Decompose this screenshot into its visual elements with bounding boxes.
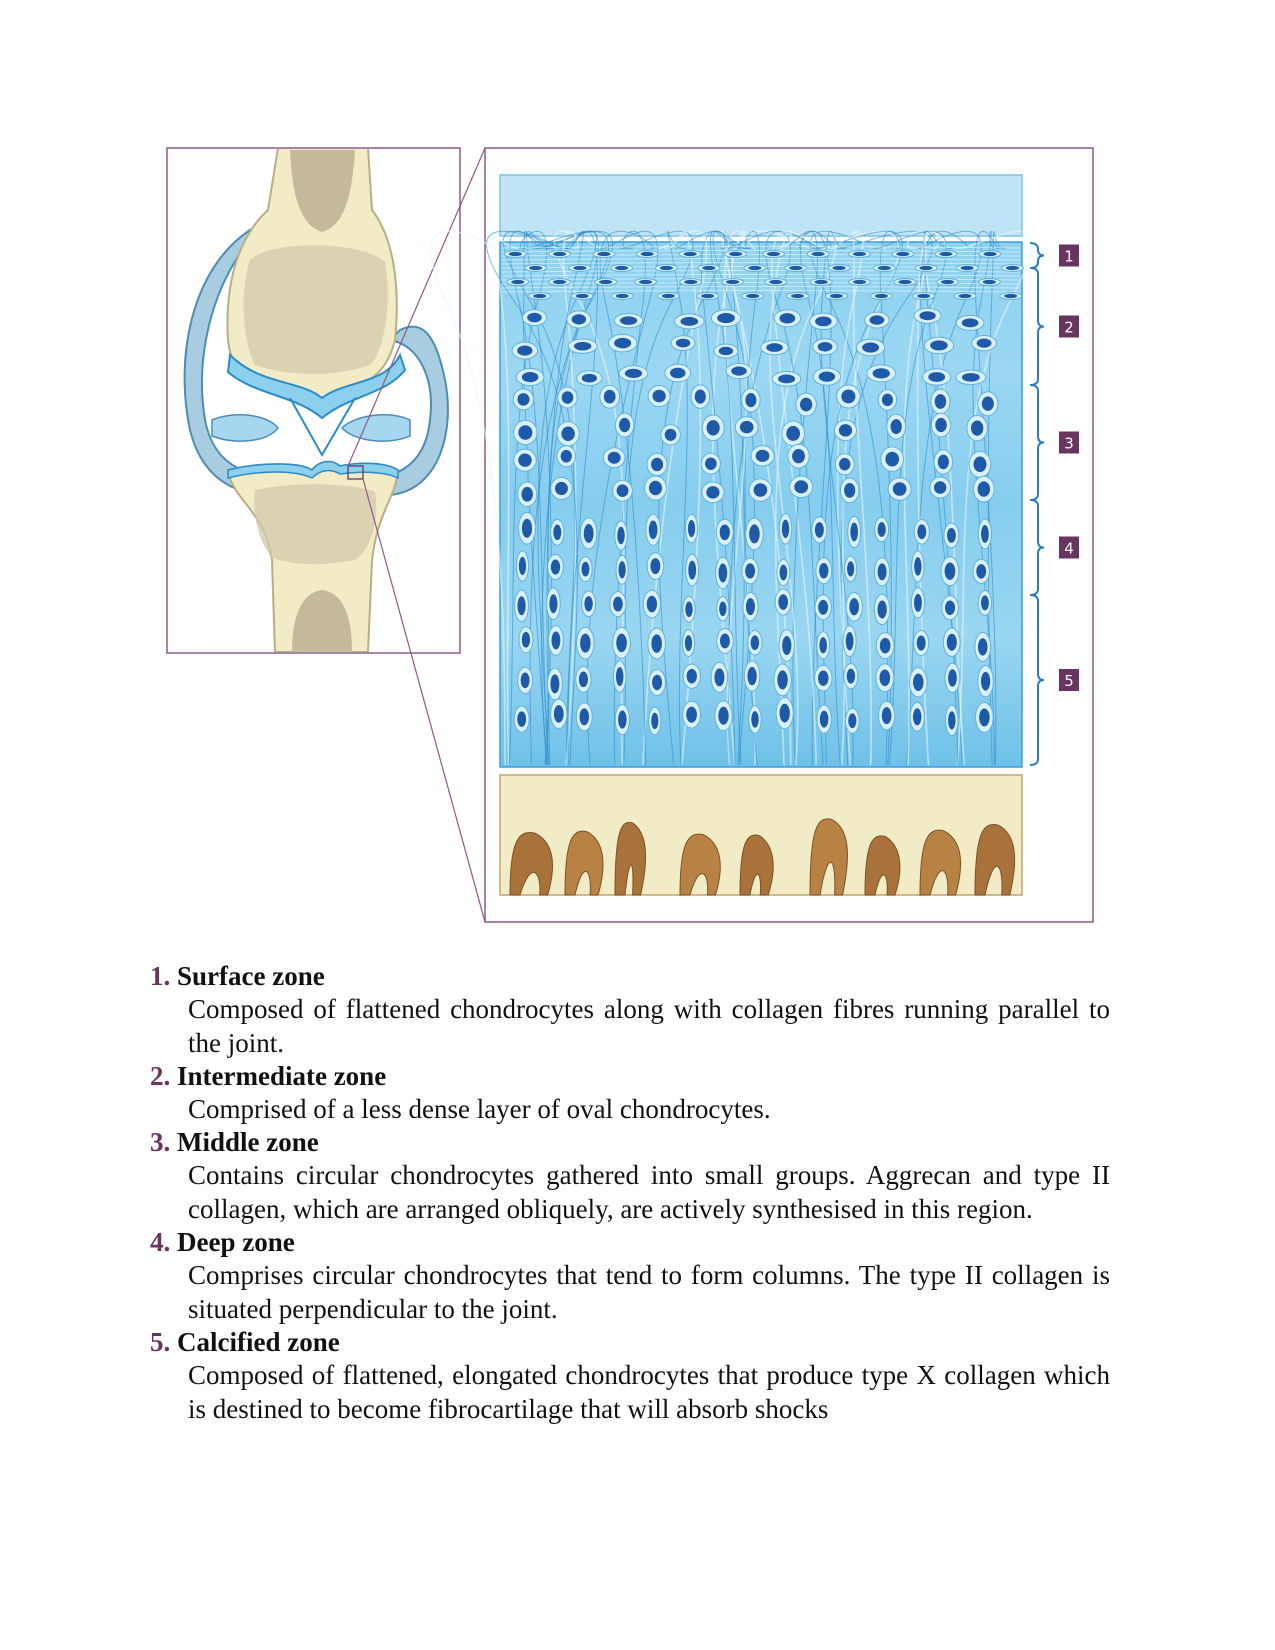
chondrocyte-nucleus: [562, 391, 574, 404]
chondrocyte-nucleus: [616, 667, 624, 686]
chondrocyte-nucleus: [746, 598, 755, 615]
chondrocyte-nucleus: [615, 266, 628, 270]
chondrocyte-nucleus: [688, 561, 696, 580]
chondrocyte-nucleus: [617, 484, 629, 497]
chondrocyte-nucleus: [619, 418, 630, 432]
chondrocyte-nucleus: [777, 670, 787, 689]
chondrocyte-nucleus: [893, 482, 907, 496]
chondrocyte-nucleus: [948, 711, 956, 729]
chondrocyte-nucleus: [853, 280, 866, 284]
chondrocyte-nucleus: [747, 667, 756, 685]
chondrocyte-nucleus: [550, 674, 559, 693]
zone-5-title: Calcified zone: [177, 1327, 340, 1357]
chondrocyte-nucleus: [819, 637, 827, 653]
chondrocyte-nucleus: [688, 520, 695, 537]
chondrocyte-nucleus: [847, 561, 854, 576]
chondrocyte-nucleus: [746, 294, 759, 298]
chondrocyte-nucleus: [522, 632, 530, 648]
chondrocyte-nucleus: [962, 318, 979, 327]
chondrocyte-nucleus: [767, 252, 780, 256]
chondrocyte-nucleus: [815, 522, 824, 538]
chondrocyte-nucleus: [820, 711, 829, 728]
chondrocyte-nucleus: [769, 280, 782, 284]
chondrocyte-nucleus: [519, 557, 526, 575]
chondrocyte-nucleus: [882, 707, 892, 724]
chondrocyte-nucleus: [882, 394, 893, 406]
chondrocyte-nucleus: [584, 596, 592, 611]
chondrocyte-nucleus: [782, 520, 789, 538]
chondrocyte-nucleus: [878, 563, 887, 580]
chondrocyte-nucleus: [561, 426, 574, 441]
zone-3-number: 3.: [150, 1127, 171, 1157]
chondrocyte-nucleus: [917, 294, 930, 298]
chondrocyte-nucleus: [819, 563, 828, 579]
chondrocyte-nucleus: [620, 316, 637, 325]
zone-marker-label: 5: [1064, 672, 1074, 690]
zone-4-heading: [150, 1226, 1110, 1258]
chondrocyte-nucleus: [706, 486, 719, 498]
chondrocyte-nucleus: [981, 525, 989, 543]
chondrocyte-nucleus: [553, 252, 566, 256]
chondrocyte-nucleus: [977, 339, 992, 348]
chondrocyte-nucleus: [616, 294, 629, 298]
chondrocyte-nucleus: [580, 634, 590, 653]
chondrocyte-nucleus: [976, 564, 986, 579]
chondrocyte-nucleus: [641, 252, 654, 256]
chondrocyte-nucleus: [780, 704, 790, 723]
chondrocyte-nucleus: [647, 596, 657, 613]
chondrocyte-nucleus: [731, 366, 747, 375]
chondrocyte-nucleus: [705, 457, 717, 470]
chondrocyte-nucleus: [522, 372, 538, 382]
zone-3-heading: [150, 1126, 1110, 1158]
chondrocyte-nucleus: [676, 339, 690, 348]
chondrocyte-nucleus: [608, 452, 621, 464]
chondrocyte-nucleus: [649, 481, 662, 496]
chondrocyte-nucleus: [618, 561, 625, 578]
chondrocyte-nucleus: [726, 280, 739, 284]
zone-1-description: Composed of flattened chondrocytes along with collagen fibres running parallel to the joint.: [188, 994, 1110, 1058]
chondrocyte-nucleus: [791, 294, 804, 298]
chondrocyte-nucleus: [786, 426, 800, 441]
chondrocyte-nucleus: [818, 600, 828, 615]
zone-4-title: Deep zone: [177, 1227, 295, 1257]
chondrocyte-nucleus: [941, 280, 954, 284]
femur-spongy-bone: [244, 245, 388, 374]
zone-marker-label: 2: [1064, 318, 1074, 337]
chondrocyte-nucleus: [961, 266, 974, 270]
zone-2-heading: [150, 1060, 1110, 1092]
chondrocyte-nucleus: [947, 528, 956, 543]
chondrocyte-nucleus: [518, 425, 532, 440]
chondrocyte-nucleus: [945, 601, 955, 615]
chondrocyte-nucleus: [554, 705, 564, 723]
chondrocyte-nucleus: [794, 480, 808, 493]
chondrocyte-nucleus: [789, 266, 802, 270]
chondrocyte-nucleus: [982, 397, 994, 411]
chondrocyte-nucleus: [847, 669, 855, 684]
chondrocyte-nucleus: [518, 454, 532, 467]
chondrocyte-nucleus: [695, 390, 706, 404]
chondrocyte-nucleus: [928, 372, 945, 382]
chondrocyte-nucleus: [749, 524, 760, 543]
chondrocyte-nucleus: [853, 252, 866, 256]
chondrocyte-nucleus: [919, 311, 935, 320]
chondrocyte-nucleus: [812, 252, 825, 256]
chondrocyte-nucleus: [917, 524, 926, 539]
chondrocyte-nucleus: [720, 524, 730, 540]
chondrocyte-nucleus: [522, 519, 532, 538]
chondrocyte-nucleus: [947, 634, 957, 651]
zone-5-description: Composed of flattened, elongated chondrocytes that produce type X collagen which is destined to become fibrocartilage that will absorb shocks: [188, 1360, 1110, 1424]
chondrocyte-nucleus: [651, 634, 662, 652]
chondrocyte-nucleus: [981, 595, 989, 610]
chondrocyte-nucleus: [717, 313, 735, 323]
chondrocyte-nucleus: [850, 523, 858, 542]
chondrocyte-nucleus: [962, 373, 980, 382]
chondrocyte-nucleus: [551, 560, 560, 575]
chondrocyte-nucleus: [553, 525, 561, 541]
chondrocyte-nucleus: [948, 669, 957, 686]
chondrocyte-nucleus: [839, 424, 852, 436]
chondrocyte-nucleus: [670, 368, 686, 379]
chondrocyte-nucleus: [819, 371, 835, 381]
chondrocyte-nucleus: [782, 636, 791, 655]
chondrocyte-nucleus: [511, 280, 524, 284]
chondrocyte-nucleus: [613, 597, 623, 612]
zone-marker-label: 4: [1064, 539, 1074, 558]
zone-3-description: Contains circular chondrocytes gathered into small groups. Aggrecan and type II collagen, which are arranged obliquely, are actively synthesised in this region.: [188, 1160, 1110, 1224]
chondrocyte-nucleus: [604, 390, 616, 404]
chondrocyte-nucleus: [839, 458, 850, 471]
chondrocyte-nucleus: [707, 420, 720, 435]
chondrocyte-nucleus: [875, 294, 888, 298]
chondrocyte-nucleus: [649, 520, 658, 539]
chondrocyte-nucleus: [885, 452, 899, 467]
chondrocyte-nucleus: [935, 394, 946, 409]
chondrocyte-nucleus: [880, 638, 891, 654]
chondrocyte-nucleus: [862, 342, 879, 352]
chondrocyte-nucleus: [574, 342, 591, 351]
chondrocyte-nucleus: [701, 294, 714, 298]
chondrocyte-nucleus: [517, 596, 525, 615]
chondrocyte-nucleus: [687, 669, 697, 684]
chondrocyte-nucleus: [740, 421, 754, 433]
zone-1-title: Surface zone: [177, 961, 325, 991]
zone-1-number: 1.: [150, 961, 171, 991]
chondrocyte-nucleus: [652, 675, 662, 691]
tibia-spongy-bone: [254, 484, 376, 564]
chondrocyte-nucleus: [870, 315, 885, 324]
cartilage-zones-illustration: [431, 148, 1093, 922]
chondrocyte-nucleus: [597, 252, 610, 256]
chondrocyte-nucleus: [778, 594, 788, 610]
zone-marker-label: 3: [1064, 434, 1074, 453]
chondrocyte-nucleus: [652, 390, 665, 403]
chondrocyte-nucleus: [529, 266, 542, 270]
chondrocyte-nucleus: [572, 314, 586, 324]
chondrocyte-nucleus: [1006, 266, 1019, 270]
zone-2-title: Intermediate zone: [177, 1061, 387, 1091]
chondrocyte-nucleus: [818, 671, 828, 686]
chondrocyte-nucleus: [917, 635, 926, 650]
chondrocyte-nucleus: [684, 252, 697, 256]
chondrocyte-nucleus: [729, 252, 742, 256]
chondrocyte-nucleus: [582, 374, 597, 383]
chondrocyte-nucleus: [533, 294, 546, 298]
chondrocyte-nucleus: [981, 672, 990, 691]
chondrocyte-nucleus: [751, 711, 758, 728]
chondrocyte-nucleus: [841, 390, 855, 404]
chondrocyte-nucleus: [978, 481, 990, 496]
chondrocyte-nucleus: [973, 457, 986, 472]
chondrocyte-nucleus: [780, 565, 788, 581]
chondrocyte-nucleus: [720, 634, 730, 649]
chondrocyte-nucleus: [779, 313, 795, 323]
chondrocyte-nucleus: [745, 563, 755, 578]
chondrocyte-nucleus: [945, 563, 956, 580]
chondrocyte-nucleus: [832, 266, 845, 270]
chondrocyte-nucleus: [979, 708, 990, 726]
chondrocyte-nucleus: [614, 338, 631, 348]
chondrocyte-nucleus: [527, 313, 542, 323]
chondrocyte-nucleus: [745, 393, 756, 407]
chondrocyte-nucleus: [898, 280, 911, 284]
chondrocyte-nucleus: [718, 707, 728, 725]
chondrocyte-nucleus: [873, 368, 890, 378]
chondrocyte-nucleus: [815, 316, 831, 326]
chondrocyte-nucleus: [848, 713, 856, 728]
chondrocyte-nucleus: [702, 266, 715, 270]
chondrocyte-nucleus: [576, 294, 589, 298]
chondrocyte-nucleus: [891, 419, 902, 434]
chondrocyte-nucleus: [830, 294, 843, 298]
chondrocyte-nucleus: [1004, 294, 1017, 298]
chondrocyte-nucleus: [561, 450, 572, 463]
zone-marker-label: 1: [1064, 247, 1074, 266]
zone-descriptions: [150, 960, 1110, 1426]
chondrocyte-nucleus: [849, 598, 859, 615]
chondrocyte-nucleus: [978, 638, 988, 655]
chondrocyte-nucleus: [914, 557, 921, 576]
chondrocyte-nucleus: [517, 711, 526, 727]
chondrocyte-nucleus: [983, 252, 996, 256]
chondrocyte-nucleus: [551, 631, 560, 649]
chondrocyte-nucleus: [756, 450, 770, 462]
chondrocyte-nucleus: [651, 713, 658, 730]
chondrocyte-nucleus: [766, 343, 783, 352]
chondrocyte-nucleus: [579, 708, 589, 725]
synovial-fluid-layer: [500, 175, 1022, 236]
zone-5-heading: [150, 1326, 1110, 1358]
chondrocyte-nucleus: [879, 669, 890, 686]
chondrocyte-nucleus: [616, 634, 627, 653]
chondrocyte-nucleus: [521, 672, 530, 688]
chondrocyte-nucleus: [685, 635, 692, 651]
chondrocyte-nucleus: [815, 280, 828, 284]
chondrocyte-nucleus: [509, 252, 522, 256]
chondrocyte-nucleus: [983, 280, 996, 284]
chondrocyte-nucleus: [651, 458, 663, 471]
chondrocyte-nucleus: [553, 280, 566, 284]
chondrocyte-nucleus: [792, 449, 805, 463]
chondrocyte-nucleus: [877, 522, 885, 537]
chondrocyte-nucleus: [800, 398, 812, 412]
chondrocyte-nucleus: [719, 563, 728, 582]
chondrocyte-nucleus: [719, 347, 733, 355]
chondrocyte-nucleus: [517, 346, 532, 356]
chondrocyte-nucleus: [939, 252, 952, 256]
zone-1-heading: [150, 960, 1110, 992]
chondrocyte-nucleus: [625, 369, 642, 378]
knee-joint-illustration: [167, 148, 460, 653]
chondrocyte-nucleus: [581, 562, 589, 577]
chondrocyte-nucleus: [877, 600, 886, 618]
zone-5-number: 5.: [150, 1327, 171, 1357]
zone-2-description: Comprised of a less dense layer of oval chondrocytes.: [188, 1094, 771, 1124]
chondrocyte-nucleus: [818, 342, 833, 352]
chondrocyte-nucleus: [684, 280, 697, 284]
chondrocyte-nucleus: [971, 420, 983, 435]
zone-4-number: 4.: [150, 1227, 171, 1257]
chondrocyte-nucleus: [934, 481, 946, 494]
chondrocyte-nucleus: [686, 707, 697, 723]
chondrocyte-nucleus: [573, 266, 586, 270]
chondrocyte-nucleus: [639, 280, 652, 284]
chondrocyte-nucleus: [650, 558, 660, 574]
chondrocyte-nucleus: [555, 482, 568, 495]
chondrocyte-nucleus: [844, 483, 855, 498]
chondrocyte-nucleus: [599, 280, 612, 284]
chondrocyte-nucleus: [938, 455, 949, 470]
chondrocyte-nucleus: [778, 374, 795, 383]
chondrocyte-nucleus: [579, 672, 588, 688]
chondrocyte-nucleus: [517, 393, 529, 406]
chondrocyte-nucleus: [660, 266, 673, 270]
zone-4-description: Comprises circular chondrocytes that tend to form columns. The type II collagen is situated perpendicular to the joint.: [188, 1260, 1110, 1324]
zone-2-number: 2.: [150, 1061, 171, 1091]
chondrocyte-nucleus: [919, 266, 932, 270]
chondrocyte-nucleus: [935, 418, 947, 432]
chondrocyte-nucleus: [680, 317, 698, 326]
chondrocyte-nucleus: [549, 594, 557, 613]
chondrocyte-nucleus: [714, 668, 724, 686]
chondrocyte-nucleus: [584, 524, 594, 543]
chondrocyte-nucleus: [685, 602, 692, 617]
chondrocyte-nucleus: [665, 429, 677, 441]
chondrocyte-nucleus: [958, 294, 971, 298]
chondrocyte-nucleus: [878, 266, 891, 270]
chondrocyte-nucleus: [618, 711, 627, 729]
chondrocyte-nucleus: [521, 487, 532, 502]
chondrocyte-nucleus: [846, 632, 854, 650]
chondrocyte-nucleus: [719, 602, 726, 617]
chondrocyte-nucleus: [751, 635, 760, 650]
chondrocyte-nucleus: [617, 527, 625, 544]
chondrocyte-nucleus: [748, 266, 761, 270]
zone-3-title: Middle zone: [177, 1127, 319, 1157]
chondrocyte-nucleus: [913, 708, 922, 725]
chondrocyte-nucleus: [662, 294, 675, 298]
chondrocyte-nucleus: [913, 674, 924, 692]
chondrocyte-nucleus: [896, 252, 909, 256]
chondrocyte-nucleus: [914, 594, 922, 612]
chondrocyte-nucleus: [754, 483, 768, 497]
chondrocyte-nucleus: [930, 340, 948, 350]
